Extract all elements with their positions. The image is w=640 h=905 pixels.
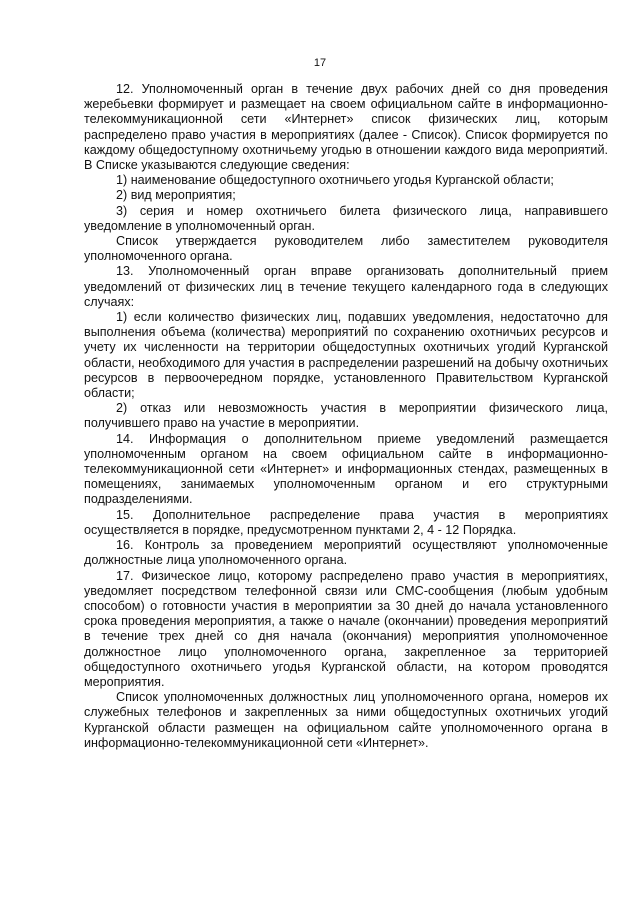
list-approval-paragraph: Список утверждается руководителем либо заместителем руководителя уполномоченного органа. [84, 234, 608, 264]
list-item-2-event-type: 2) вид мероприятия; [116, 188, 236, 203]
case-1-insufficient-participants: 1) если количество физических лиц, подавших уведомления, недостаточно для выполнения объема (количества) мероприятий по сохранению охотничьих ресурсов и учету их численности на территории общедоступных охотничьих угодий Курганской области, необходимого для участия в распределении разрешений на добычу охотничьих ресурсов в первоочередном порядке, установленного Правительством Курганской области; [84, 310, 608, 401]
paragraph-14: 14. Информация о дополнительном приеме уведомлений размещается уполномоченным органом на своем официальном сайте в информационно-телекоммуникационной сети «Интернет» и информационных стендах, размещенных в помещениях, занимаемых уполномоченным органом и его структурными подразделениями. [84, 431, 608, 507]
paragraph-12: 12. Уполномоченный орган в течение двух рабочих дней со дня проведения жеребьевки формирует и размещает на своем официальном сайте в информационно-телекоммуникационной сети «Интернет» список физических лиц, которым распределено право участия в мероприятиях (далее - Список). Список формируется по каждому общедоступному охотничьему угодью в отношении каждого вида мероприятий. В Списке указываются следующие сведения: [84, 82, 608, 173]
paragraph-16: 16. Контроль за проведением мероприятий осуществляют уполномоченные должностные лица уполномоченного органа. [84, 538, 608, 568]
officials-list-paragraph: Список уполномоченных должностных лиц уполномоченного органа, номеров их служебных телефонов и закрепленных за ними общедоступных охотничьих угодий Курганской области размещен на официальном сайте уполномоченного органа в информационно-телекоммуникационной сети «Интернет». [84, 690, 608, 750]
paragraph-13: 13. Уполномоченный орган вправе организовать дополнительный прием уведомлений от физических лиц в течение текущего календарного года в следующих случаях: [84, 264, 608, 309]
case-2-refusal: 2) отказ или невозможность участия в мероприятии физического лица, получившего право на участие в мероприятии. [84, 401, 608, 431]
page-number: 17 [313, 57, 327, 69]
document-body [84, 82, 608, 751]
list-item-1-hunting-ground-name: 1) наименование общедоступного охотничьего угодья Курганской области; [116, 173, 554, 188]
paragraph-17: 17. Физическое лицо, которому распределено право участия в мероприятиях, уведомляет посредством телефонной связи или СМС-сообщения (любым удобным способом) о готовности участия в мероприятии за 30 дней до начала установленного срока проведения мероприятия, а также о начале (окончании) проведения мероприятий в течение трех дней со дня начала (окончания) мероприятия уполномоченное должностное лицо уполномоченного органа, закрепленное за территорией общедоступного охотничьего угодья Курганской области, на котором проводятся мероприятия. [84, 568, 608, 689]
paragraph-15: 15. Дополнительное распределение права участия в мероприятиях осуществляется в порядке, предусмотренном пунктами 2, 4 - 12 Порядка. [84, 507, 608, 537]
list-item-3-hunting-ticket: 3) серия и номер охотничьего билета физического лица, направившего уведомление в уполномоченный орган. [84, 203, 608, 233]
